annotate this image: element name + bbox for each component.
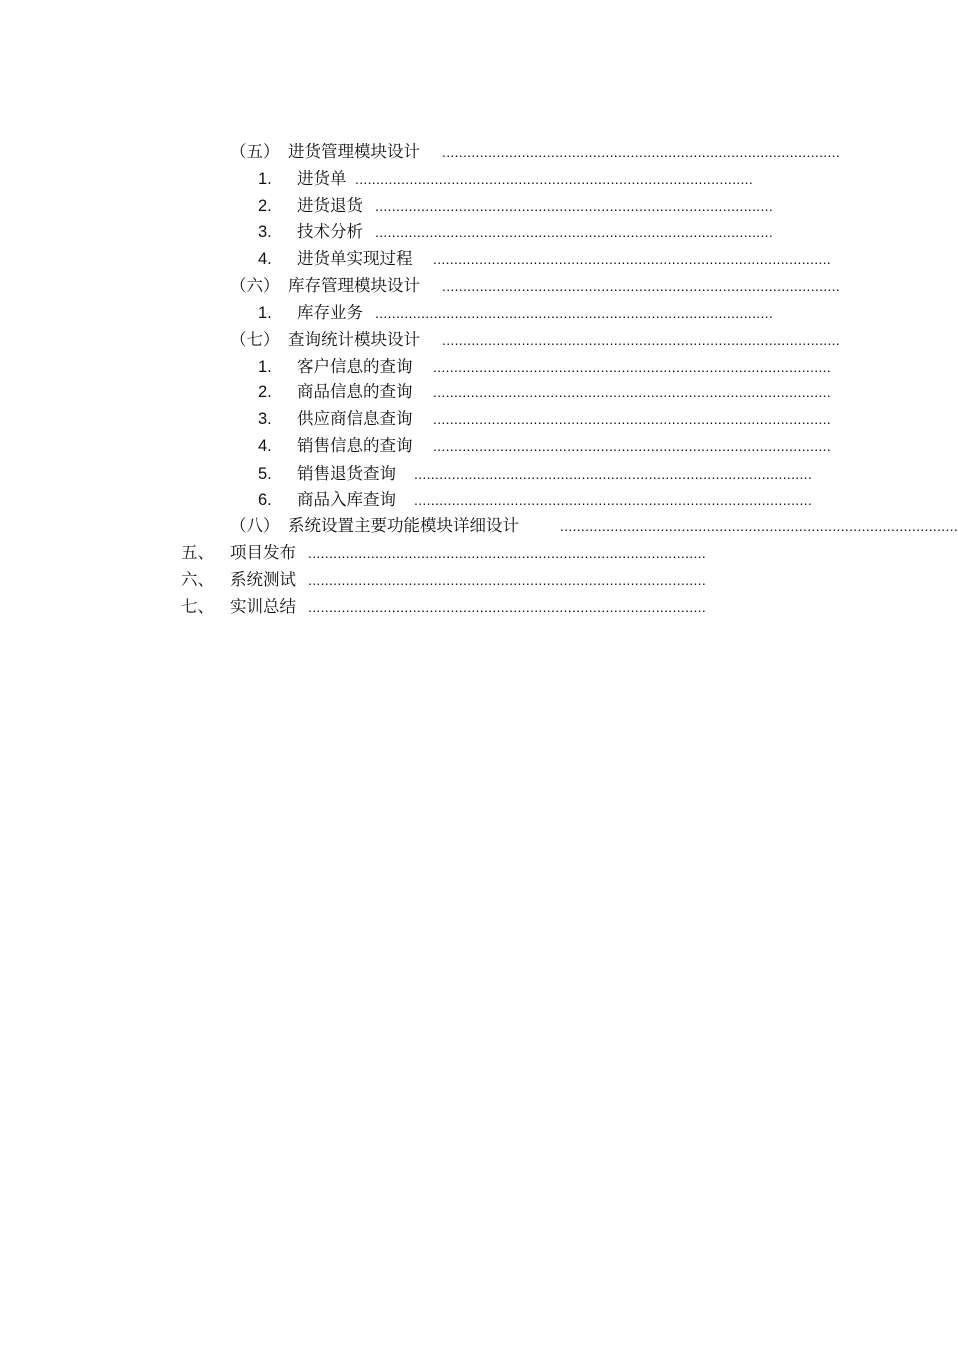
toc-entry-number: （八） [230,516,280,535]
toc-leader-dots: ............................................................................................... [414,492,813,508]
toc-entry-label: 供应商信息查询 [297,409,413,428]
toc-leader-dots: ............................................................................................... [560,518,958,534]
toc-entry-label: 客户信息的查询 [297,357,413,376]
toc-entry-label: 系统设置主要功能模块详细设计 [288,516,519,535]
toc-leader-dots: ............................................................................................... [308,599,707,615]
toc-entry-number: 六、 [181,570,214,589]
toc-entry-label: 商品信息的查询 [297,382,413,401]
toc-entry-label: 进货退货 [297,196,363,215]
toc-entry-number: 1. [258,304,272,322]
toc-entry-label: 技术分析 [297,222,363,241]
toc-entry-number: 6. [258,491,272,509]
toc-entry-label: 系统测试 [230,570,296,589]
toc-leader-dots: ............................................................................................... [308,545,707,561]
toc-leader-dots: ............................................................................................... [433,411,832,427]
toc-leader-dots: ............................................................................................... [375,305,774,321]
toc-entry-number: （七） [230,330,280,349]
toc-leader-dots: ............................................................................................... [433,438,832,454]
toc-entry-number: 五、 [181,543,214,562]
toc-entry-number: 七、 [181,597,214,616]
toc-leader-dots: ............................................................................................... [375,198,774,214]
toc-leader-dots: ............................................................................................... [442,278,841,294]
toc-leader-dots: ............................................................................................... [433,251,832,267]
toc-entry-number: 1. [258,170,272,188]
toc-entry-label: 进货管理模块设计 [288,142,420,161]
toc-leader-dots: ............................................................................................... [355,171,754,187]
toc-entry-number: （五） [230,142,280,161]
toc-entry-number: 3. [258,410,272,428]
toc-entry-label: 销售退货查询 [297,464,396,483]
toc-leader-dots: ............................................................................................... [433,384,832,400]
toc-entry-number: （六） [230,276,280,295]
toc-leader-dots: ............................................................................................... [442,144,841,160]
toc-entry-number: 3. [258,223,272,241]
toc-leader-dots: ............................................................................................... [442,332,841,348]
toc-leader-dots: ............................................................................................... [375,224,774,240]
toc-entry-label: 库存管理模块设计 [288,276,420,295]
toc-entry-label: 销售信息的查询 [297,436,413,455]
toc-leader-dots: ............................................................................................... [308,572,707,588]
toc-entry-number: 2. [258,197,272,215]
toc-leader-dots: ............................................................................................... [414,466,813,482]
toc-entry-label: 进货单 [297,169,347,188]
toc-entry-label: 查询统计模块设计 [288,330,420,349]
toc-entry-number: 5. [258,465,272,483]
toc-entry-number: 2. [258,383,272,401]
toc-leader-dots: ............................................................................................... [433,359,832,375]
toc-entry-number: 4. [258,437,272,455]
toc-entry-label: 进货单实现过程 [297,249,413,268]
toc-entry-number: 1. [258,358,272,376]
toc-entry-label: 实训总结 [230,597,296,616]
toc-entry-number: 4. [258,250,272,268]
toc-entry-label: 库存业务 [297,303,363,322]
toc-entry-label: 商品入库查询 [297,490,396,509]
toc-entry-label: 项目发布 [230,543,296,562]
